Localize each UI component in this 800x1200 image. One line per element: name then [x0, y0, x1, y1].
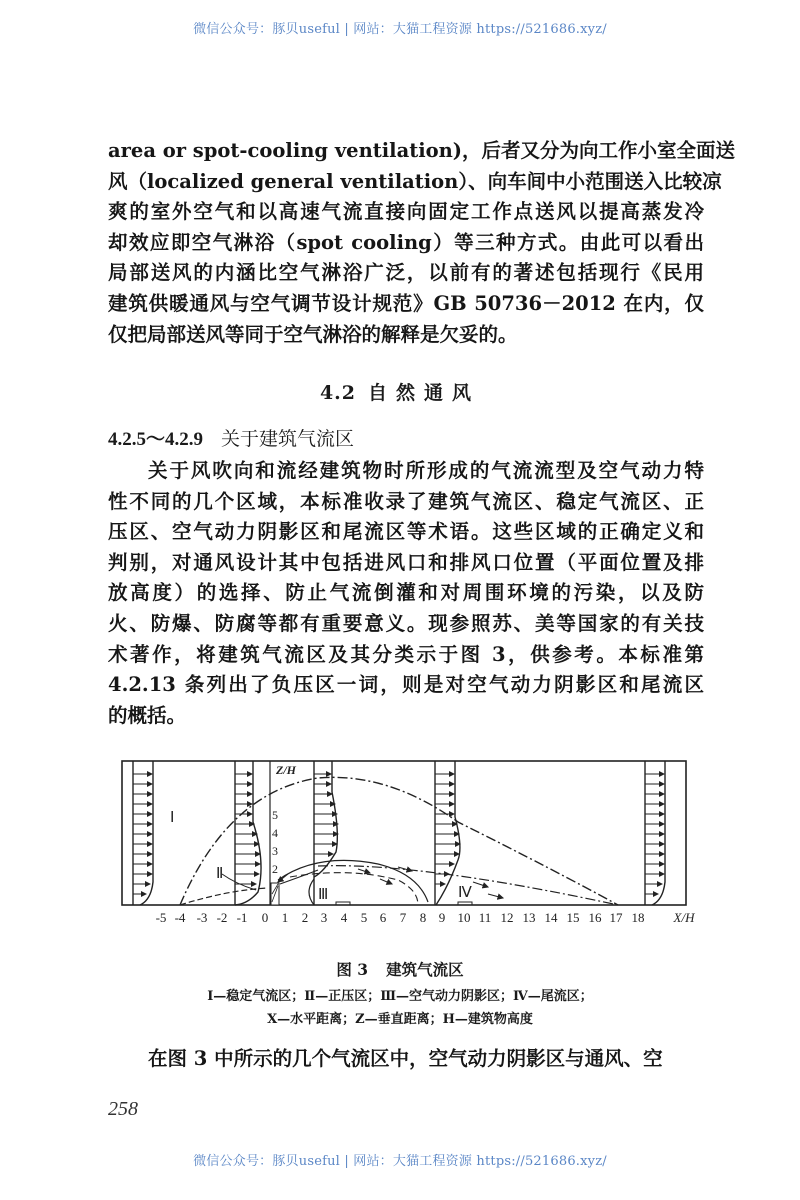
paragraph-continuation [108, 1044, 704, 1075]
text-line: 风（localized general ventilation）、向车间中小范围送入比较凉 [108, 169, 722, 193]
text-line: 判别，对通风设计其中包括进风口和排风口位置（平面位置及排 [108, 550, 704, 574]
x-tick: 6 [379, 910, 387, 925]
section-title: 自然通风 [368, 382, 481, 404]
x-tick: 4 [340, 910, 348, 925]
text-line: 却效应即空气淋浴（spot cooling）等三种方式。由此可以看出 [108, 230, 704, 254]
x-tick: 12 [500, 910, 514, 925]
text-line: 术著作，将建筑气流区及其分类示于图 3，供参考。本标准第 [108, 642, 704, 666]
x-tick: 18 [631, 910, 645, 925]
zone-label-IV: Ⅳ [458, 885, 472, 901]
x-tick: 13 [522, 910, 536, 925]
x-tick: 14 [544, 910, 558, 925]
x-tick: 17 [609, 910, 623, 925]
figure-title: 建筑气流区 [386, 960, 464, 979]
clause-number: 4.2.5～4.2.9 [108, 429, 204, 450]
z-axis-label: Z/H [276, 763, 296, 777]
text-line: 4.2.13 条列出了负压区一词，则是对空气动力阴影区和尾流区 [108, 673, 704, 697]
x-tick: 16 [588, 910, 602, 925]
x-tick: 10 [457, 910, 471, 925]
text-line: 的概括。 [108, 703, 187, 727]
text-line: 性不同的几个区域，本标准收录了建筑气流区、稳定气流区、正 [108, 489, 704, 513]
paragraph-local-ventilation [108, 136, 736, 350]
x-tick: 2 [301, 910, 309, 925]
text-line: 在图 3 中所示的几个气流区中，空气动力阴影区与通风、空 [148, 1047, 663, 1070]
page-number: 258 [108, 1098, 138, 1120]
x-axis-label: X/H [673, 910, 695, 925]
x-tick: 5 [360, 910, 368, 925]
text-line: 爽的室外空气和以高速气流直接向固定工作点送风以提高蒸发冷 [108, 200, 704, 224]
x-tick: -1 [236, 910, 248, 925]
text-line: 建筑供暖通风与空气调节设计规范》GB 50736－2012 在内，仅 [108, 291, 704, 315]
x-tick: 11 [478, 910, 492, 925]
figure-legend-variables: X—水平距离；Z—垂直距离；H—建筑物高度 [267, 1012, 533, 1027]
text-line: 关于风吹向和流经建筑物时所形成的气流流型及空气动力特 [148, 459, 704, 482]
z-tick: 5 [272, 808, 278, 822]
zone-label-I: Ⅰ [170, 810, 175, 826]
z-tick: 3 [272, 844, 278, 858]
x-tick: -3 [196, 910, 208, 925]
text-line: area or spot-cooling ventilation)，后者又分为向工作小室全面送 [108, 139, 736, 162]
figure-label: 图 3 [336, 960, 369, 979]
x-tick: 9 [438, 910, 446, 925]
text-line: 压区、空气动力阴影区和尾流区等术语。这些区域的正确定义和 [108, 520, 704, 544]
clause-heading [108, 424, 354, 451]
x-tick: -4 [174, 910, 186, 925]
watermark-footer: 微信公众号：豚贝useful | 网站：大猫工程资源 https://521686.xyz/ [193, 1154, 607, 1169]
z-tick: 4 [272, 826, 278, 840]
figure-caption [0, 958, 800, 980]
figure-legend-zones: Ⅰ—稳定气流区；Ⅱ—正压区；Ⅲ—空气动力阴影区；Ⅳ—尾流区； [207, 989, 593, 1004]
building-airflow-diagram [118, 752, 708, 942]
x-tick: -2 [216, 910, 228, 925]
clause-title: 关于建筑气流区 [221, 428, 355, 450]
watermark-header: 微信公众号：豚贝useful | 网站：大猫工程资源 https://521686.xyz/ [193, 22, 607, 37]
paragraph-airflow-zones [108, 456, 704, 731]
text-line: 火、防爆、防腐等都有重要意义。现参照苏、美等国家的有关技 [108, 611, 704, 635]
section-heading [0, 378, 800, 405]
x-tick: 0 [261, 910, 269, 925]
x-tick: 7 [399, 910, 407, 925]
zone-label-II: Ⅱ [216, 866, 224, 882]
x-tick: -5 [155, 910, 167, 925]
x-tick: 1 [281, 910, 289, 925]
text-line: 仅把局部送风等同于空气淋浴的解释是欠妥的。 [108, 322, 518, 346]
text-line: 局部送风的内涵比空气淋浴广泛，以前有的著述包括现行《民用 [108, 261, 704, 285]
text-line: 放高度）的选择、防止气流倒灌和对周围环境的污染，以及防 [108, 581, 704, 605]
x-tick: 15 [566, 910, 580, 925]
zone-label-III: Ⅲ [318, 887, 329, 903]
x-tick: 3 [320, 910, 328, 925]
x-tick: 8 [419, 910, 427, 925]
section-number: 4.2 [319, 382, 357, 404]
z-tick: 2 [272, 862, 278, 876]
